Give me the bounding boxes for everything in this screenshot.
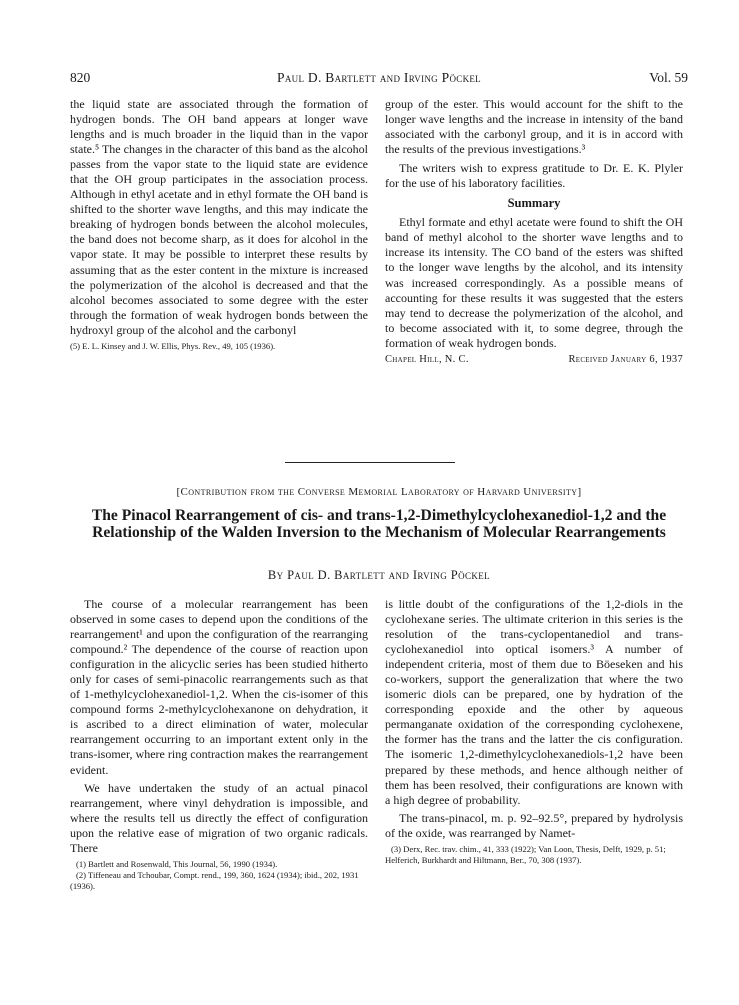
received-date: Received January 6, 1937: [568, 353, 683, 365]
section-divider: [285, 462, 455, 463]
top-right-column: [385, 97, 683, 367]
acknowledgment-paragraph: The writers wish to express gratitude to Dr. E. K. Plyler for the use of his laboratory facilities.: [385, 161, 683, 191]
article-byline: By Paul D. Bartlett and Irving Pöckel: [267, 568, 491, 582]
body-paragraph: the liquid state are associated through the formation of hydrogen bonds. The OH band appears at longer wave lengths and is much broader in the liquid than in the vapor state.⁵ The changes in the character of this band as the alcohol passes from the vapor state to the liquid state are evidence that the OH group participates in the association process. Although in ethyl acetate and in ethyl formate the OH band is shifted to the shorter wave lengths, and this may indicate the breaking of hydrogen bonds between the alcohol molecules, the band does not become sharp, as it does for alcohol in the vapor state. It may be possible to interpret these results by assuming that as the ester content in the mixture is increased the polymerization of the alcohol is decreased and that the alcohol becomes associated to some degree with the ester through the formation of weak hydrogen bonds between the hydroxyl group of the alcohol and the carbonyl: [70, 97, 368, 337]
location: Chapel Hill, N. C.: [385, 353, 469, 365]
footnote: (5) E. L. Kinsey and J. W. Ellis, Phys. Rev., 49, 105 (1936).: [70, 340, 276, 351]
summary-paragraph: Ethyl formate and ethyl acetate were found to shift the OH band of methyl alcohol to the shorter wave lengths and to increase its intensity. The CO band of the esters was shifted to the longer wave lengths by the alcohol, and its intensity was increased correspondingly. As a possible means of accounting for these results it was suggested that the esters may tend to decrease the polymerization of the alcohol, and to become associated with it, to some degree, through the formation of weak hydrogen bonds.: [385, 215, 683, 350]
bottom-right-column: [385, 597, 683, 866]
body-paragraph: The trans-pinacol, m. p. 92–92.5°, prepared by hydrolysis of the oxide, was rearranged by Namet-: [385, 810, 683, 840]
body-paragraph: group of the ester. This would account for the shift to the longer wave lengths and the increase in intensity of the band associated with the carbonyl group, and it is in accord with the results of the previous investigations.³: [385, 97, 683, 157]
footnote: (2) Tiffeneau and Tchoubar, Compt. rend., 199, 360, 1624 (1934); ibid., 202, 1931 (1936).: [70, 869, 359, 891]
running-header: [70, 70, 688, 88]
footnote: (1) Bartlett and Rosenwald, This Journal, 56, 1990 (1934).: [76, 858, 278, 869]
summary-heading: Summary: [507, 196, 561, 211]
footnote: (3) Derx, Rec. trav. chim., 41, 333 (1922); Van Loon, Thesis, Delft, 1929, p. 51; Helferich, Burkhardt and Hiltmann, Ber., 70, 308 (1937).: [385, 843, 666, 865]
volume-label: Vol. 59: [649, 70, 688, 85]
body-paragraph: The course of a molecular rearrangement has been observed in some cases to depend upon the conditions of the rearrangement¹ and upon the configuration of the rearranging compound.² The dependence of the course of reaction upon configuration in the alicyclic series has been studied hitherto only for cases of semi-pinacolic rearrangements such as that of 1-methylcyclohexanediol-1,2. When the cis-isomer of this compound forms 2-methylcyclohexanone on dehydration, it is ascribed to a direct elimination of water, molecular rearrangement occurring to an important extent only in the trans-isomer, where ring contraction makes the rearrangement evident.: [70, 597, 368, 777]
page-number: 820: [70, 70, 91, 85]
bottom-left-column: [70, 597, 368, 892]
article-title: The Pinacol Rearrangement of cis- and trans-1,2-Dimethylcyclohexanediol-1,2 and the Relationship of the Walden Inversion to the Mechanism of Molecular Rearrangements: [91, 507, 667, 541]
body-paragraph: We have undertaken the study of an actual pinacol rearrangement, where vinyl dehydration is impossible, and where the results tell us directly the effect of configuration upon the relative ease of migration of two organic radicals. There: [70, 780, 368, 855]
top-left-column: [70, 97, 368, 352]
contribution-line: [Contribution from the Converse Memorial Laboratory of Harvard University]: [176, 486, 582, 498]
signature-line: [385, 352, 683, 367]
body-paragraph: is little doubt of the configurations of the 1,2-diols in the cyclohexane series. The ultimate criterion in this series is the resolution of the trans-cyclopentanediol and trans-cyclohexanediol into optical isomers.³ A number of independent criteria, most of them due to Böeseken and his co-workers, support the generalization that where the two isomeric diols can be prepared, one by hydration of the corresponding epoxide and the other by aqueous permanganate oxidation of the corresponding cyclohexene, the former has the trans and the latter the cis configuration. The isomeric 1,2-dimethylcyclohexanediols-1,2 have been prepared by these methods, and hence although neither of them has been resolved, their configurations are known with a high degree of probability.: [385, 597, 683, 807]
running-title: Paul D. Bartlett and Irving Pöckel: [277, 70, 481, 85]
